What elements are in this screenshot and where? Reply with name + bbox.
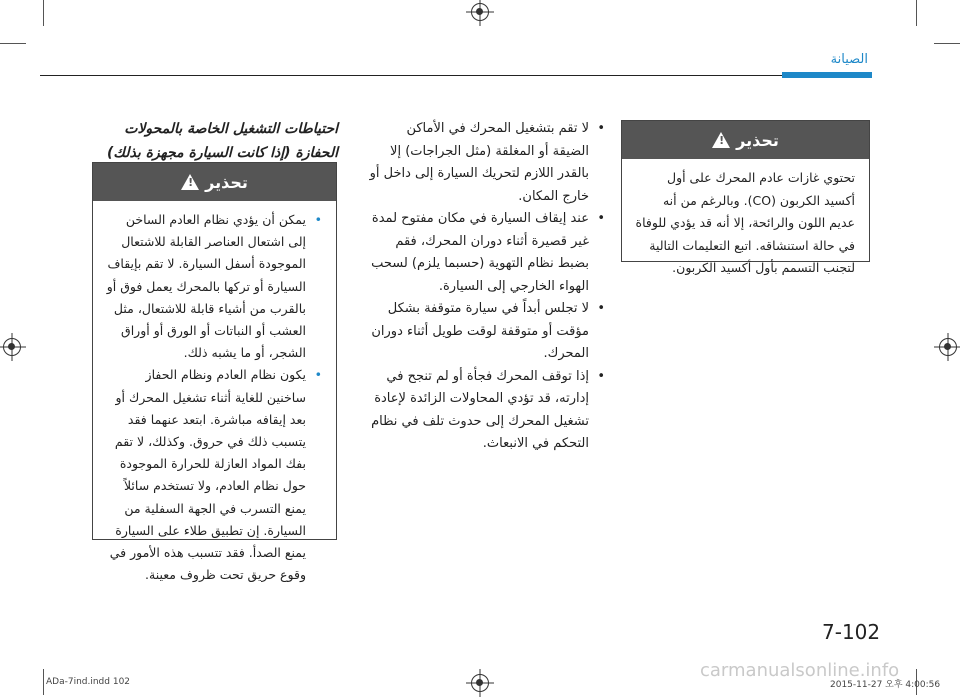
warning-header [622,121,869,159]
list-item: • لا تقم بتشغيل المحرك في الأماكن الضيقة أو المغلقة (مثل الجراجات) إلا بالقدر اللازم لتحريك السيارة إلى داخل أو خارج المكان. [368,118,605,208]
registration-mark-icon [3,338,21,356]
crop-mark [43,0,44,26]
registration-mark-icon [471,3,489,21]
list-item: • عند إيقاف السيارة في مكان مفتوح لمدة غير قصيرة أثناء دوران المحرك، فقم بضبط نظام التهوية (حسبما يلزم) لسحب الهواء الخارجي إلى السيارة. [368,208,605,298]
header-rule [40,75,782,76]
page-number: 7-102 [822,620,881,644]
warning-text: تحتوي غازات عادم المحرك على أول أكسيد الكربون (CO). وبالرغم من أنه عديم اللون والرائحة، إلا أنه قد يؤدي للوفاة في حالة استنشاقه. اتبع التعليمات التالية لتجنب التسمم بأول أكسيد الكربون. [635,170,855,275]
section-title: الصيانة [830,52,868,67]
watermark: carmanualsonline.info [700,660,900,681]
co-warning-box [621,120,870,275]
crop-mark [934,43,960,44]
list-item: • يمكن أن يؤدي نظام العادم الساخن إلى اشتعال العناصر القابلة للاشتعال الموجودة أسفل السيارة. لا تقم بإيقاف السيارة أو تركها بالمحرك يعمل فوق أو بالقرب من أشياء قابلة للاشتعال، مثل العشب أو النباتات أو الورق أو أوراق الشجر، أو ما يشبه ذلك. [105,209,322,364]
warning-header [93,163,336,201]
caution-title: احتياطات التشغيل الخاصة بالمحولات الحفازة (إذا كانت السيارة مجهزة بذلك) [107,121,338,161]
warning-body [93,201,336,594]
warning-triangle-icon [181,174,199,190]
registration-mark-icon [939,338,957,356]
crop-mark [43,669,44,695]
file-info: ADa-7ind.indd 102 [46,677,131,687]
warning-heading: تحذير [205,172,248,192]
catalyst-warning-box [92,162,337,583]
list-item: • لا تجلس أبداً في سيارة متوقفة بشكل مؤقت أو متوقفة لوقت طويل أثناء دوران المحرك. [368,298,605,366]
date-info: 2015-11-27 오후 4:00:56 [830,680,941,690]
crop-mark [0,43,26,44]
list-item: • إذا توقف المحرك فجأة أو لم تنجح في إدارته، قد تؤدي المحاولات الزائدة لإعادة تشغيل المحرك إلى حدوث تلف في نظام التحكم في الانبعاث. [368,366,605,456]
warning-triangle-icon [712,132,730,148]
middle-column [368,118,605,456]
registration-mark-icon [471,674,489,692]
crop-mark [916,0,917,26]
warning-heading: تحذير [736,130,779,150]
list-item: • يكون نظام العادم ونظام الحفاز ساخنين للغاية أثناء تشغيل المحرك أو بعد إيقافه مباشرة. ابتعد عنهما فقد يتسبب ذلك في حروق. وكذلك، لا تقم بفك المواد العازلة للحرارة الموجودة حول نظام العادم، ولا تستخدم سائلاً يمنع التسرب في الجهة السفلية من السيارة. إن تطبيق طلاء على السيارة يمنع الصدأ. فقد تتسبب هذه الأمور في وقوع حريق تحت ظروف معينة. [105,364,322,586]
header-accent-bar [782,72,872,78]
